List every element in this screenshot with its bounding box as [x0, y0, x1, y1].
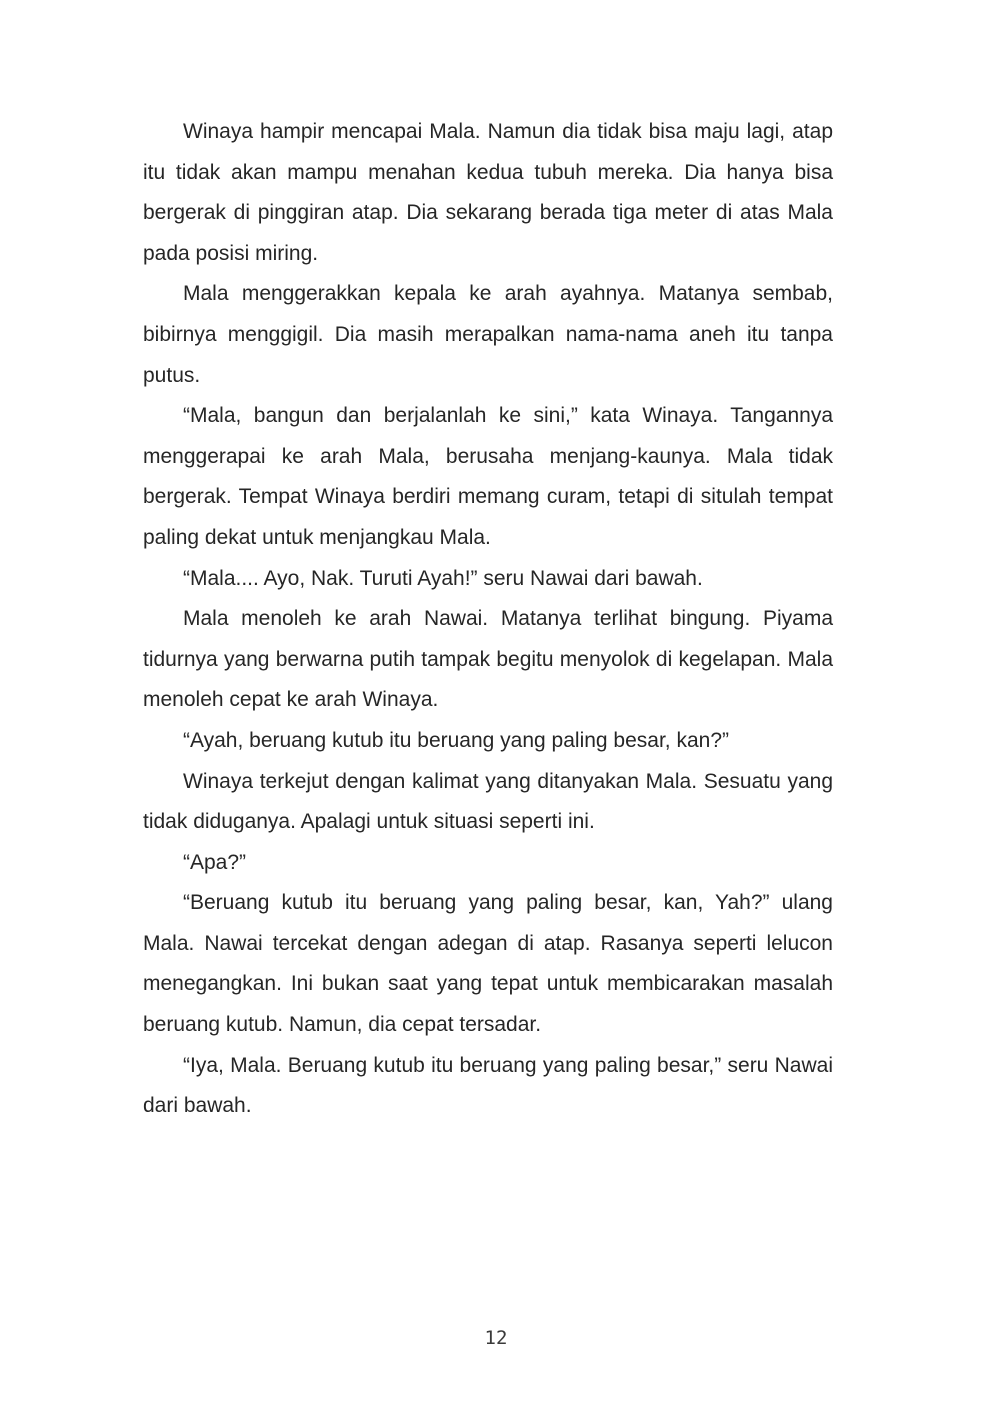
- paragraph: “Ayah, beruang kutub itu beruang yang paling besar, kan?”: [183, 728, 729, 752]
- paragraph: “Beruang kutub itu beruang yang paling besar, kan, Yah?” ulang Mala. Nawai tercekat dengan adegan di atap. Rasanya seperti lelucon menegangkan. Ini bukan saat yang tepat untuk membicarakan masalah beruang kutub. Namun, dia cepat tersadar.: [143, 891, 833, 1037]
- paragraph: Winaya terkejut dengan kalimat yang ditanyakan Mala. Sesuatu yang tidak diduganya. Apalagi untuk situasi seperti ini.: [143, 769, 833, 834]
- paragraph: “Apa?”: [183, 850, 247, 874]
- page-number: 12: [484, 1327, 508, 1349]
- paragraph: “Iya, Mala. Beruang kutub itu beruang yang paling besar,” seru Nawai dari bawah.: [143, 1053, 833, 1118]
- paragraph: “Mala, bangun dan berjalanlah ke sini,” kata Winaya. Tangannya menggerapai ke arah Mala, berusaha menjang-kaunya. Mala tidak bergerak. Tempat Winaya berdiri memang curam, tetapi di situlah tempat paling dekat untuk menjangkau Mala.: [143, 404, 833, 549]
- body-text: [143, 112, 833, 1127]
- paragraph: Winaya hampir mencapai Mala. Namun dia tidak bisa maju lagi, atap itu tidak akan mampu menahan kedua tubuh mereka. Dia hanya bisa bergerak di pinggiran atap. Dia sekarang berada tiga meter di atas Mala pada posisi miring.: [143, 120, 833, 265]
- paragraph: Mala menggerakkan kepala ke arah ayahnya. Matanya sembab, bibirnya menggigil. Dia masih merapalkan nama-nama aneh itu tanpa putus.: [143, 282, 833, 387]
- paragraph: Mala menoleh ke arah Nawai. Matanya terlihat bingung. Piyama tidurnya yang berwarna putih tampak begitu menyolok di kegelapan. Mala menoleh cepat ke arah Winaya.: [143, 607, 833, 712]
- paragraph: “Mala.... Ayo, Nak. Turuti Ayah!” seru Nawai dari bawah.: [183, 566, 703, 590]
